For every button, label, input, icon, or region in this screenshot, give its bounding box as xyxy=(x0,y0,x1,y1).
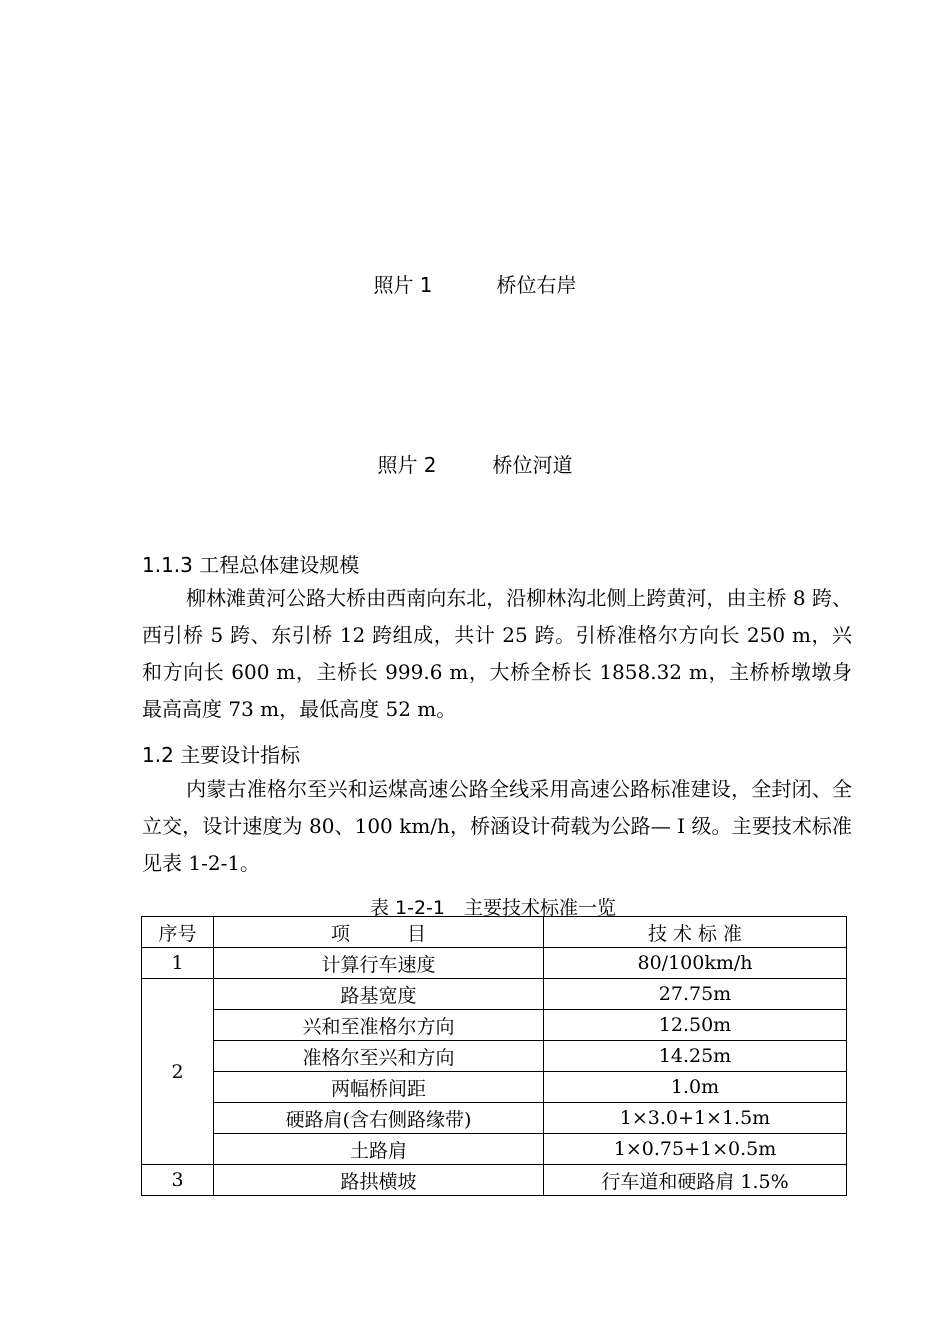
row-item: 路基宽度 xyxy=(214,979,544,1010)
row-value: 1.0m xyxy=(544,1072,847,1103)
row-number: 1 xyxy=(142,948,214,979)
header-cell: 项 目 xyxy=(214,917,544,948)
row-item: 土路肩 xyxy=(214,1134,544,1165)
photo-label: 照片 1 xyxy=(373,273,433,297)
photo-caption-1 xyxy=(0,269,950,298)
table-row xyxy=(142,1165,847,1196)
header-cell: 序号 xyxy=(142,917,214,948)
photo-title: 桥位河道 xyxy=(492,453,573,477)
table-row xyxy=(142,1103,847,1134)
section-paragraph-1-2 xyxy=(142,771,852,882)
row-value: 14.25m xyxy=(544,1041,847,1072)
section-paragraph-1-1-3 xyxy=(142,580,852,728)
row-value: 80/100km/h xyxy=(544,948,847,979)
row-item: 准格尔至兴和方向 xyxy=(214,1041,544,1072)
row-value: 行车道和硬路肩 1.5% xyxy=(544,1165,847,1196)
table-row xyxy=(142,948,847,979)
row-item: 路拱横坡 xyxy=(214,1165,544,1196)
photo-title: 桥位右岸 xyxy=(496,273,577,297)
section-heading-1-1-3: 1.1.3 工程总体建设规模 xyxy=(142,553,360,577)
paragraph-text: 柳林滩黄河公路大桥由西南向东北，沿柳林沟北侧上跨黄河，由主桥 8 跨、西引桥 5 跨、东引桥 12 跨组成，共计 25 跨。引桥准格尔方向长 250 m，兴和方向长 600 m，主桥长 999.6 m，大桥全桥长 1858.32 m，主桥桥墩墩身最高高度 73 m，最低高度 52 m。 xyxy=(142,586,852,721)
table-row xyxy=(142,1010,847,1041)
photo-caption-2 xyxy=(0,449,950,478)
table-row xyxy=(142,979,847,1010)
paragraph-text: 内蒙古准格尔至兴和运煤高速公路全线采用高速公路标准建设，全封闭、全立交，设计速度为 80、100 km/h，桥涵设计荷载为公路— I 级。主要技术标准见表 1-2-1。 xyxy=(142,777,852,875)
table-row xyxy=(142,1134,847,1165)
table-header-row xyxy=(142,917,847,948)
row-value: 27.75m xyxy=(544,979,847,1010)
header-cell: 技 术 标 准 xyxy=(544,917,847,948)
row-value: 1×3.0+1×1.5m xyxy=(544,1103,847,1134)
table-row xyxy=(142,1041,847,1072)
row-item: 硬路肩(含右侧路缘带) xyxy=(214,1103,544,1134)
table-row xyxy=(142,1072,847,1103)
row-item: 计算行车速度 xyxy=(214,948,544,979)
row-item: 两幅桥间距 xyxy=(214,1072,544,1103)
photo-label: 照片 2 xyxy=(377,453,437,477)
row-value: 12.50m xyxy=(544,1010,847,1041)
row-item: 兴和至准格尔方向 xyxy=(214,1010,544,1041)
row-value: 1×0.75+1×0.5m xyxy=(544,1134,847,1165)
row-number: 3 xyxy=(142,1165,214,1196)
tech-standards-table xyxy=(141,916,847,1196)
section-heading-1-2: 1.2 主要设计指标 xyxy=(142,743,301,767)
row-number: 2 xyxy=(142,979,214,1165)
table-title: 表 1-2-1 主要技术标准一览 xyxy=(369,897,617,919)
